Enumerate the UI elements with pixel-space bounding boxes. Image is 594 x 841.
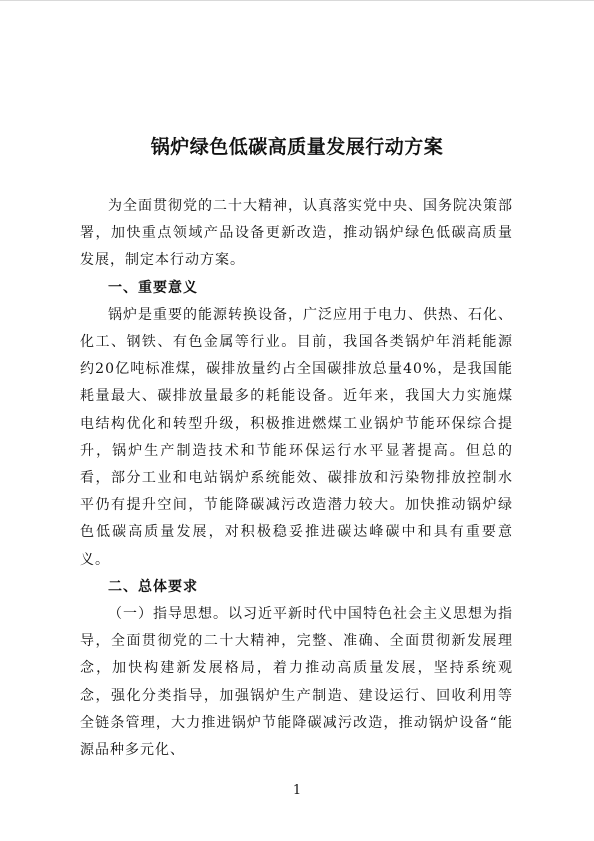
intro-paragraph: 为全面贯彻党的二十大精神，认真落实党中央、国务院决策部署，加快重点领域产品设备更新改造，推动锅炉绿色低碳高质量发展，制定本行动方案。 (80, 198, 513, 269)
page-top-border (0, 0, 594, 1)
section-heading-significance: 一、重要意义 (108, 279, 198, 296)
guiding-ideology-paragraph: （一）指导思想。以习近平新时代中国特色社会主义思想为指导，全面贯彻党的二十大精神，完整、准确、全面贯彻新发展理念，加快构建新发展格局，着力推动高质量发展，坚持系统观念，强化分类指导，加强锅炉生产制造、建设运行、回收利用等全链条管理，大力推进锅炉节能降碳减污改造，推动锅炉设备“能源品种多元化、 (80, 606, 513, 759)
section-heading-requirements: 二、总体要求 (108, 578, 198, 595)
document-title: 锅炉绿色低碳高质量发展行动方案 (150, 136, 444, 158)
document-body (80, 193, 513, 764)
page-number: 1 (292, 783, 302, 798)
significance-paragraph: 锅炉是重要的能源转换设备，广泛应用于电力、供热、石化、化工、钢铁、有色金属等行业。目前，我国各类锅炉年消耗能源约20亿吨标准煤，碳排放量约占全国碳排放总量40%，是我国能耗量最大、碳排放量最多的耗能设备。近年来，我国大力实施煤电结构优化和转型升级，积极推进燃煤工业锅炉节能环保综合提升，锅炉生产制造技术和节能环保运行水平显著提高。但总的看，部分工业和电站锅炉系统能效、碳排放和污染物排放控制水平仍有提升空间，节能降碳减污改造潜力较大。加快推动锅炉绿色低碳高质量发展，对积极稳妥推进碳达峰碳中和具有重要意义。 (80, 306, 513, 568)
